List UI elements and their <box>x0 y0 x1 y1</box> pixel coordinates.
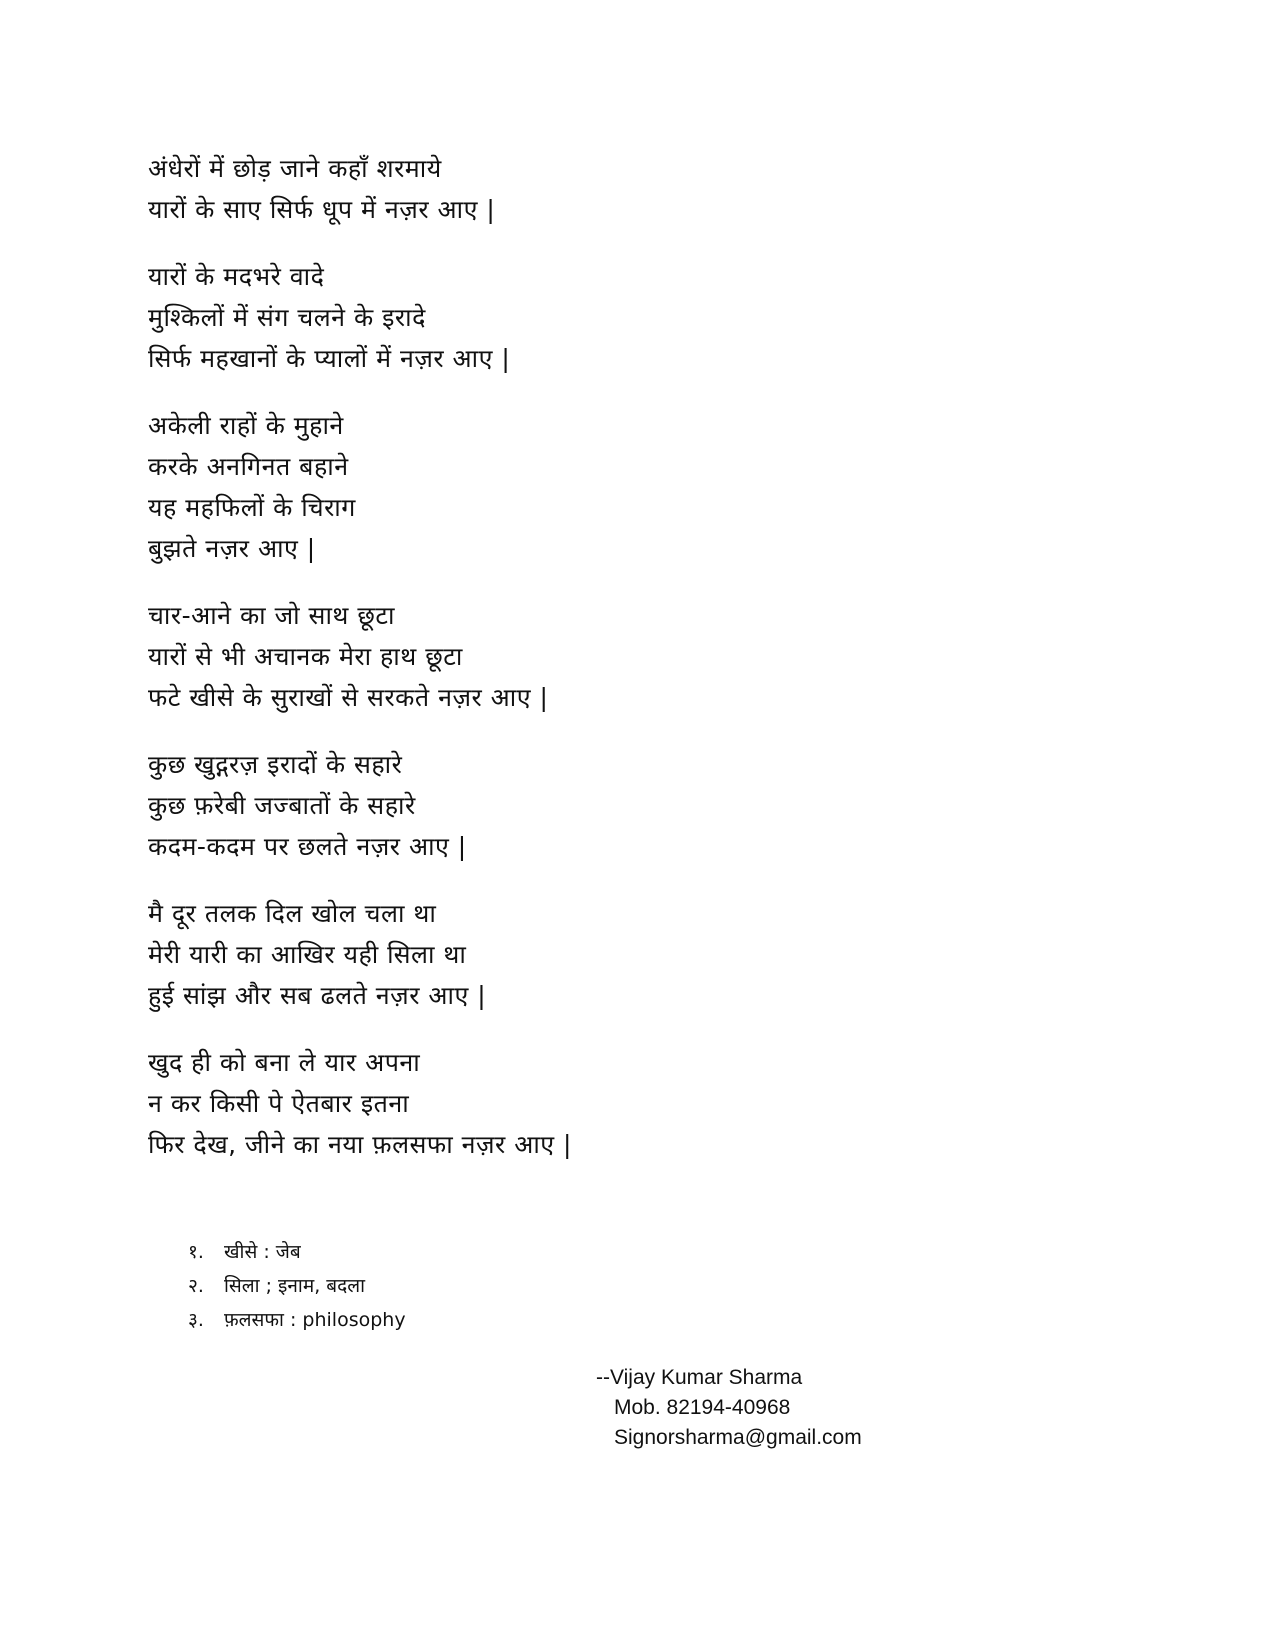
glossary-list <box>188 1235 406 1337</box>
poem-line: फटे खीसे के सुराखों से सरकते नज़र आए | <box>148 683 549 712</box>
poem <box>148 148 948 1191</box>
stanza <box>148 1042 948 1165</box>
poem-line: हुई सांझ और सब ढलते नज़र आए | <box>148 981 487 1010</box>
glossary-text: खीसे : जेब <box>224 1241 301 1263</box>
poem-line: बुझते नज़र आए | <box>148 534 316 563</box>
poem-line: मै दूर तलक दिल खोल चला था <box>148 899 437 928</box>
author-mobile: Mob. 82194-40968 <box>614 1396 791 1419</box>
glossary-number: १. <box>188 1241 204 1263</box>
poem-line: यारों से भी अचानक मेरा हाथ छूटा <box>148 642 463 671</box>
stanza <box>148 405 948 569</box>
poem-line: चार-आने का जो साथ छूटा <box>148 601 395 630</box>
poem-line: कुछ फ़रेबी जज्बातों के सहारे <box>148 791 416 820</box>
poem-line: मेरी यारी का आखिर यही सिला था <box>148 940 467 969</box>
stanza <box>148 893 948 1016</box>
glossary-item <box>188 1269 406 1303</box>
poem-line: कदम-कदम पर छलते नज़र आए | <box>148 832 467 861</box>
poem-line: यारों के मदभरे वादे <box>148 262 325 291</box>
glossary-item <box>188 1235 406 1269</box>
poem-line: फिर देख, जीने का नया फ़लसफा नज़र आए | <box>148 1130 572 1159</box>
stanza <box>148 256 948 379</box>
poem-line: मुश्किलों में संग चलने के इरादे <box>148 303 426 332</box>
glossary-item <box>188 1303 406 1337</box>
poem-line: अंधेरों में छोड़ जाने कहाँ शरमाये <box>148 154 442 183</box>
poem-line: यह महफिलों के चिराग <box>148 493 356 522</box>
stanza <box>148 744 948 867</box>
poem-line: अकेली राहों के मुहाने <box>148 411 344 440</box>
stanza <box>148 148 948 230</box>
glossary-number: २. <box>188 1275 204 1297</box>
glossary-text: फ़लसफा : philosophy <box>224 1309 406 1331</box>
poem-line: कुछ खुद्गरज़ इरादों के सहारे <box>148 750 403 779</box>
signature-block <box>596 1363 862 1453</box>
poem-line: यारों के साए सिर्फ धूप में नज़र आए | <box>148 195 496 224</box>
glossary-number: ३. <box>188 1309 204 1331</box>
stanza <box>148 595 948 718</box>
poem-line: करके अनगिनत बहाने <box>148 452 349 481</box>
poem-line: सिर्फ महखानों के प्यालों में नज़र आए | <box>148 344 511 373</box>
poem-line: खुद ही को बना ले यार अपना <box>148 1048 421 1077</box>
author-email: Signorsharma@gmail.com <box>614 1426 862 1449</box>
poem-line: न कर किसी पे ऐतबार इतना <box>148 1089 410 1118</box>
glossary-text: सिला ; इनाम, बदला <box>224 1275 366 1297</box>
author-name: --Vijay Kumar Sharma <box>596 1366 803 1389</box>
